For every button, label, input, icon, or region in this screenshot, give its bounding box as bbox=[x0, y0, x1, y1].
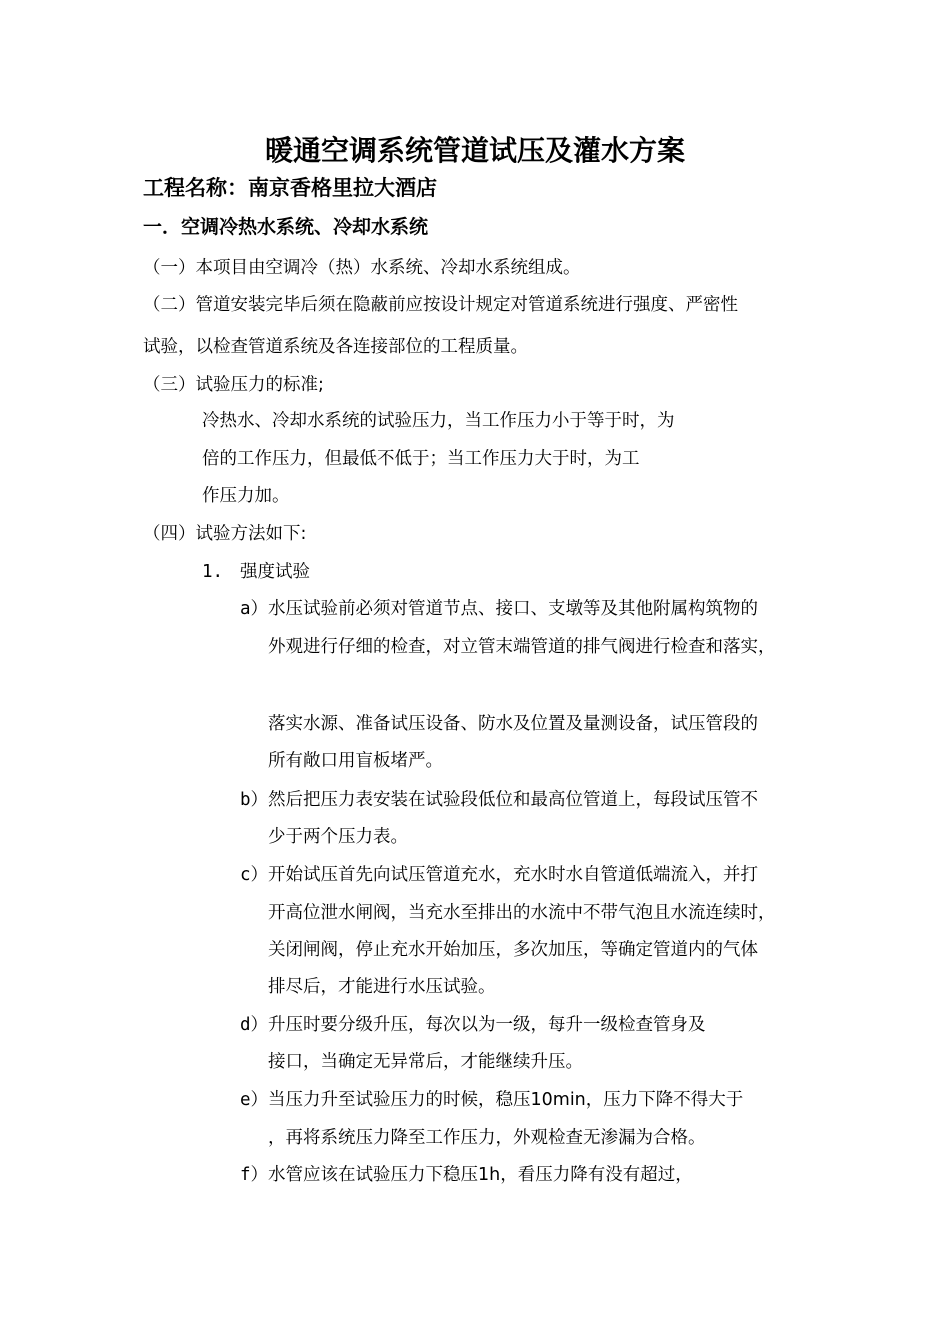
item-a-line-1: 水压试验前必须对管道节点、接口、支墩等及其他附属构筑物的 bbox=[268, 599, 758, 619]
item-a-prefix: a） bbox=[240, 599, 269, 619]
document-title: 暖通空调系统管道试压及灌水方案 bbox=[264, 134, 685, 167]
item-d-prefix: d） bbox=[240, 1015, 269, 1035]
item-d-line-1: 升压时要分级升压，每次以为一级，每升一级检查管身及 bbox=[268, 1015, 706, 1035]
item-f-prefix: f） bbox=[240, 1165, 269, 1185]
paragraph-3-line-3: 作压力加。 bbox=[202, 486, 290, 506]
item-a-line-2: 外观进行仔细的检查，对立管末端管道的排气阀进行检查和落实， bbox=[268, 637, 776, 657]
item-b-prefix: b） bbox=[240, 790, 269, 810]
section-heading: 一．空调冷热水系统、冷却水系统 bbox=[143, 216, 429, 238]
paragraph-2-line-1: （二）管道安装完毕后须在隐蔽前应按设计规定对管道系统进行强度、严密性 bbox=[143, 295, 738, 315]
item-1-number: 1. bbox=[202, 562, 224, 582]
item-a-line-3: 落实水源、准备试压设备、防水及位置及量测设备，试压管段的 bbox=[268, 714, 758, 734]
item-f-line-1: 水管应该在试验压力下稳压1h，看压力降有没有超过， bbox=[268, 1165, 693, 1185]
item-e-line-2: ，再将系统压力降至工作压力，外观检查无渗漏为合格。 bbox=[268, 1128, 706, 1148]
paragraph-3-line-2: 倍的工作压力，但最低不低于；当工作压力大于时，为工 bbox=[202, 449, 640, 469]
paragraph-4: （四）试验方法如下: bbox=[143, 524, 307, 544]
paragraph-3: （三）试验压力的标准; bbox=[143, 375, 324, 395]
item-a-line-4: 所有敞口用盲板堵严。 bbox=[268, 751, 443, 771]
paragraph-3-line-1: 冷热水、冷却水系统的试验压力，当工作压力小于等于时，为 bbox=[202, 411, 675, 431]
paragraph-2-line-2: 试验，以检查管道系统及各连接部位的工程质量。 bbox=[143, 337, 528, 357]
item-b-line-1: 然后把压力表安装在试验段低位和最高位管道上，每段试压管不 bbox=[268, 790, 758, 810]
item-c-prefix: c） bbox=[240, 865, 269, 885]
item-c-line-4: 排尽后，才能进行水压试验。 bbox=[268, 977, 496, 997]
item-e-line-1: 当压力升至试验压力的时候，稳压10min，压力下降不得大于 bbox=[268, 1090, 744, 1110]
item-c-line-2: 开高位泄水闸阀，当充水至排出的水流中不带气泡且水流连续时， bbox=[268, 903, 776, 923]
project-name: 工程名称：南京香格里拉大酒店 bbox=[143, 176, 437, 200]
paragraph-1: （一）本项目由空调冷（热）水系统、冷却水系统组成。 bbox=[143, 258, 581, 278]
item-1-label: 强度试验 bbox=[240, 562, 310, 582]
item-c-line-3: 关闭闸阀，停止充水开始加压，多次加压，等确定管道内的气体 bbox=[268, 940, 758, 960]
item-c-line-1: 开始试压首先向试压管道充水，充水时水自管道低端流入，并打 bbox=[268, 865, 758, 885]
item-d-line-2: 接口，当确定无异常后，才能继续升压。 bbox=[268, 1052, 583, 1072]
item-b-line-2: 少于两个压力表。 bbox=[268, 827, 408, 847]
item-e-prefix: e） bbox=[240, 1090, 269, 1110]
